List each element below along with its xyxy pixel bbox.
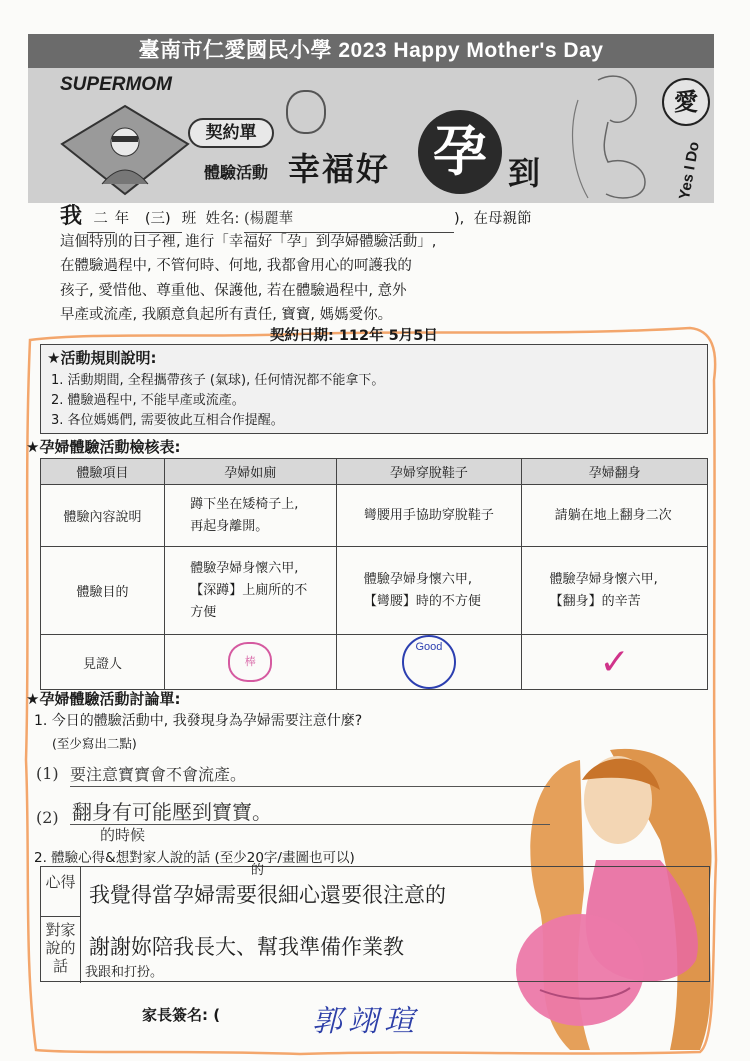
witness-cell[interactable] bbox=[522, 635, 708, 690]
table-header: 孕婦如廁 bbox=[165, 459, 337, 485]
name-label: 姓名: bbox=[205, 211, 240, 227]
school-seal-icon: 愛 bbox=[662, 78, 710, 126]
hero-area bbox=[28, 68, 714, 203]
slogan-suffix: 到 bbox=[508, 154, 541, 192]
discussion-title: ★孕婦體驗活動討論單: bbox=[26, 690, 181, 708]
family-message-2: 我跟和打扮。 bbox=[85, 965, 164, 980]
supermom-logo: SUPERMOM bbox=[60, 74, 172, 95]
table-header: 孕婦穿脫鞋子 bbox=[336, 459, 522, 485]
slogan-big-char: 孕 bbox=[418, 110, 502, 194]
contract-line-5: 早產或流產, 我願意負起所有責任, 寶寶, 媽媽愛你。 bbox=[60, 307, 393, 323]
yes-i-do-label: Yes I Do bbox=[676, 140, 703, 201]
contract-line-4: 孩子, 愛惜他、尊重他、保護他, 若在體驗過程中, 意外 bbox=[60, 282, 407, 299]
table-cell: 體驗孕婦身懷六甲,【深蹲】上廁所的不方便 bbox=[165, 547, 337, 635]
activity-label: 體驗活動 bbox=[204, 163, 269, 182]
rule-item: 2. 體驗過程中, 不能早產或流產。 bbox=[51, 393, 245, 408]
name-field[interactable]: (楊麗華 bbox=[244, 207, 454, 233]
question-2: 2. 體驗心得&想對家人說的話 (至少20字/畫圖也可以) bbox=[34, 850, 355, 866]
checklist-table bbox=[40, 458, 708, 690]
parent-signature-label: 家長簽名: ( bbox=[142, 1006, 221, 1024]
answer-1-number: (1) bbox=[36, 764, 59, 783]
answer-1-line bbox=[70, 786, 550, 787]
contract-line-2: 這個特別的日子裡, 進行「幸福好「孕」到孕婦體驗活動」, bbox=[60, 233, 437, 250]
supermom-hero-icon bbox=[60, 104, 190, 196]
class-field[interactable]: (三) bbox=[134, 207, 182, 233]
reflection-insert: 的 bbox=[251, 863, 265, 878]
answer-2-line bbox=[70, 824, 550, 825]
page-banner: 臺南市仁愛國民小學 2023 Happy Mother's Day bbox=[28, 34, 714, 68]
table-cell: 蹲下坐在矮椅子上, 再起身離開。 bbox=[165, 485, 337, 547]
table-row bbox=[41, 635, 708, 690]
question-1: 1. 今日的體驗活動中, 我發現身為孕婦需要注意什麼? bbox=[34, 713, 363, 729]
pregnant-woman-sketch-icon bbox=[558, 70, 668, 203]
witness-cell[interactable] bbox=[336, 635, 522, 690]
reflection-box bbox=[40, 863, 710, 982]
question-1-hint: (至少寫出二點) bbox=[52, 736, 137, 751]
fingerprint-icon bbox=[286, 90, 326, 134]
grade-field[interactable]: 二 bbox=[87, 207, 115, 233]
contract-date: 契約日期: 112年 5月5日 bbox=[270, 328, 438, 344]
answer-2[interactable]: 翻身有可能壓到寶寶。 bbox=[72, 800, 272, 824]
table-cell: 體驗孕婦身懷六甲,【彎腰】時的不方便 bbox=[336, 547, 522, 635]
rules-box bbox=[40, 344, 708, 434]
family-message[interactable]: 謝謝妳陪我長大、幫我準備作業教 bbox=[89, 935, 404, 959]
table-cell: 請躺在地上翻身二次 bbox=[522, 485, 708, 547]
grade-suffix: 年 bbox=[114, 211, 130, 227]
rule-item: 3. 各位媽媽們, 需要彼此互相合作提醒。 bbox=[51, 413, 284, 428]
check-mark-icon: ✓ bbox=[599, 641, 630, 683]
family-label: 對家說的話 bbox=[41, 917, 81, 983]
contract-line-1-tail: 在母親節 bbox=[473, 211, 532, 227]
table-row bbox=[41, 547, 708, 635]
table-cell: 體驗孕婦身懷六甲,【翻身】的辛苦 bbox=[522, 547, 708, 635]
contract-line-1 bbox=[60, 205, 710, 230]
contract-paragraph bbox=[60, 205, 710, 328]
rules-list bbox=[51, 371, 384, 431]
rule-item: 1. 活動期間, 全程攜帶孩子 (氣球), 任何情況都不能拿下。 bbox=[51, 373, 385, 388]
slogan-prefix: 幸福好 bbox=[288, 150, 391, 188]
table-header: 孕婦翻身 bbox=[522, 459, 708, 485]
answer-2-insert: 的時候 bbox=[100, 826, 146, 844]
good-stamp-icon: Good bbox=[402, 635, 456, 689]
contract-line-3: 在體驗過程中, 不管何時、何地, 我都會用心的呵護我的 bbox=[60, 258, 412, 274]
bear-stamp-icon: 棒 bbox=[228, 642, 272, 682]
row-label: 體驗目的 bbox=[41, 547, 165, 635]
table-cell: 彎腰用手協助穿脫鞋子 bbox=[336, 485, 522, 547]
class-suffix: 班 bbox=[181, 211, 197, 227]
checklist-title: ★孕婦體驗活動檢核表: bbox=[26, 438, 181, 456]
parent-signature[interactable]: 郭翊瑄 bbox=[312, 1004, 420, 1039]
row-label: 體驗內容說明 bbox=[41, 485, 165, 547]
rules-title: ★活動規則說明: bbox=[47, 349, 157, 367]
table-header: 體驗項目 bbox=[41, 459, 165, 485]
contract-i: 我 bbox=[60, 204, 83, 229]
reflection-text[interactable]: 我覺得當孕婦需要很細心還要很注意的 bbox=[89, 883, 446, 907]
reflection-label: 心得 bbox=[41, 867, 81, 917]
table-row bbox=[41, 485, 708, 547]
witness-cell[interactable] bbox=[165, 635, 337, 690]
row-label: 見證人 bbox=[41, 635, 165, 690]
answer-2-number: (2) bbox=[36, 808, 59, 827]
contract-tag: 契約單 bbox=[188, 118, 274, 148]
answer-1[interactable]: 要注意寶寶會不會流產。 bbox=[70, 765, 247, 784]
name-close: ), bbox=[453, 211, 465, 227]
